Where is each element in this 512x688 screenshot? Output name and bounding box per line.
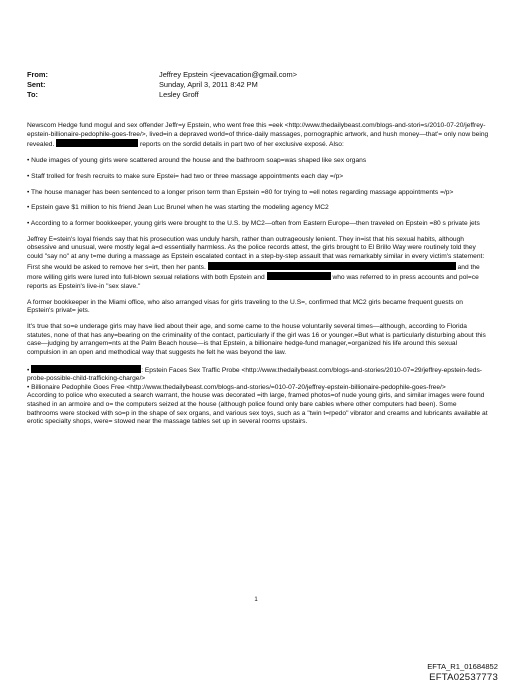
friends-paragraph bbox=[27, 236, 489, 292]
page-number: 1 bbox=[254, 597, 258, 603]
redaction-box bbox=[267, 272, 331, 280]
sent-label: Sent: bbox=[27, 80, 46, 90]
redaction-box bbox=[56, 139, 138, 147]
from-label: From: bbox=[27, 70, 48, 79]
email-header bbox=[27, 70, 487, 101]
from-row bbox=[27, 70, 487, 80]
redaction-box bbox=[208, 262, 456, 270]
to-label: To: bbox=[27, 90, 38, 100]
bullet-symbol: • bbox=[27, 366, 30, 374]
link-item bbox=[27, 365, 489, 384]
bullet-item: • Nude images of young girls were scattered around the house and the bathroom soap=was shaped like sex organs bbox=[27, 156, 367, 164]
bullet-item: • Epstein gave $1 million to his friend Jean Luc Brunel when he was starting the modeling agency MC2 bbox=[27, 204, 329, 212]
bullet-item: • The house manager has been sentenced to a longer prison term than Epstein =80 for trying to =ell notes regarding massage appointments =/p> bbox=[27, 188, 454, 196]
sent-row bbox=[27, 80, 487, 90]
intro-paragraph bbox=[27, 122, 489, 150]
link-item: • Billionaire Pedophile Goes Free <http://www.thedailybeast.com/blogs-and-stories/=010-07-20/jeffrey-epstein-billionaire-pedophile-goes-free/> bbox=[27, 383, 446, 391]
efta-stamp-small: EFTA_R1_01684852 bbox=[427, 662, 498, 671]
search-warrant-paragraph: According to police who executed a search warrant, the house was decorated =ith large, framed photos=of nude young girls, and similar images were found stashed in an armoire and o= the computers seized at the house (although police found only bare cables where other computers had been). Some bathrooms were stocked with so=p in the shape of sex organs, and various sex toys, such as a "twin t=rpedo" vibrator and creams and lubricants available at erotic specialty shops, were= stowed near the massage tables set up in several rooms upstairs. bbox=[27, 392, 488, 426]
intro-text: Newscom Hedge fund mogul and sex offender Jeffr=y Epstein, who went free this =eek <http://www.thedailybeast.com/blogs-and-stori=s/2010-07-20/jeffrey-epstein-billionaire-pedophile-goes-free/>, lived=in a depraved world=of thrice-daily massages, pornographic artwork, and hush money—that'= only now being revealed. bbox=[27, 122, 489, 149]
from-value: Jeffrey Epstein <jeevacation@gmail.com> bbox=[159, 70, 298, 79]
sent-value: Sunday, April 3, 2011 8:42 PM bbox=[159, 80, 258, 90]
efta-stamp-large: EFTA02537773 bbox=[429, 672, 498, 683]
link-text: : Epstein Faces Sex Traffic Probe <http://www.thedailybeast.com/blogs-and-stories/2010-07=29/jeffrey-epstein-feds-probe-possible-child-trafficking-charge/> bbox=[27, 366, 483, 383]
redaction-box bbox=[31, 365, 141, 373]
to-value: Lesley Groff bbox=[159, 90, 199, 100]
friends-text-continued: and the more willing girls were lured into full-blown sexual relations with both Epstein and bbox=[27, 263, 480, 282]
intro-text-continued: reports on the sordid details in part two of her exclusive exposé. Also: bbox=[140, 141, 344, 149]
bullet-item: • According to a former bookkeeper, young girls were brought to the U.S. by MC2—often from Eastern Europe—then traveled on Epstein =80 s private jets bbox=[27, 220, 480, 228]
to-row bbox=[27, 90, 487, 100]
bullet-item: • Staff trolled for fresh recruits to make sure Epstei= had two or three massage appointments each day =/p> bbox=[27, 172, 344, 180]
friends-text-end: who was referred to in press accounts and pol=ce reports as Epstein's live-in "sex slave." bbox=[27, 274, 479, 290]
friends-text: Jeffrey E=stein's loyal friends say that his prosecution was unduly harsh, rather than outrageously lenient. They in=ist that his sexual habits, although obsessive and unusual, were mostly legal a=d essentially harmless. As the police records attest, the girls brought to El Brillo Way were routinely told they could "say no" at any t=me during a massage as Epstein escalated contact in a step-by-step assault that was remarkably similar in every victim's statement: First she would be asked to remove her s=irt, then her pants. bbox=[27, 235, 485, 271]
email-body bbox=[27, 122, 489, 434]
bookkeeper-paragraph: A former bookkeeper in the Miami office, who also arranged visas for girls traveling to the U.S=, confirmed that MC2 girls became frequent guests on Epstein's privat= jets. bbox=[27, 298, 463, 315]
underage-paragraph: It's true that so=e underage girls may have lied about their age, and some came to the house voluntarily several times—although, according to Florida statutes, none of that has any=bearing on the criminality of the contact, particularly if the girl was 16 or younger.=But what is particularly disturbing about this case—judging by arrangem=nts at the Palm Beach house—is that Epstein, a billionaire hedge-fund manager,=organized his life around this sexual compulsion in an open and methodical way that suggests he felt he was beyond the law. bbox=[27, 323, 486, 356]
